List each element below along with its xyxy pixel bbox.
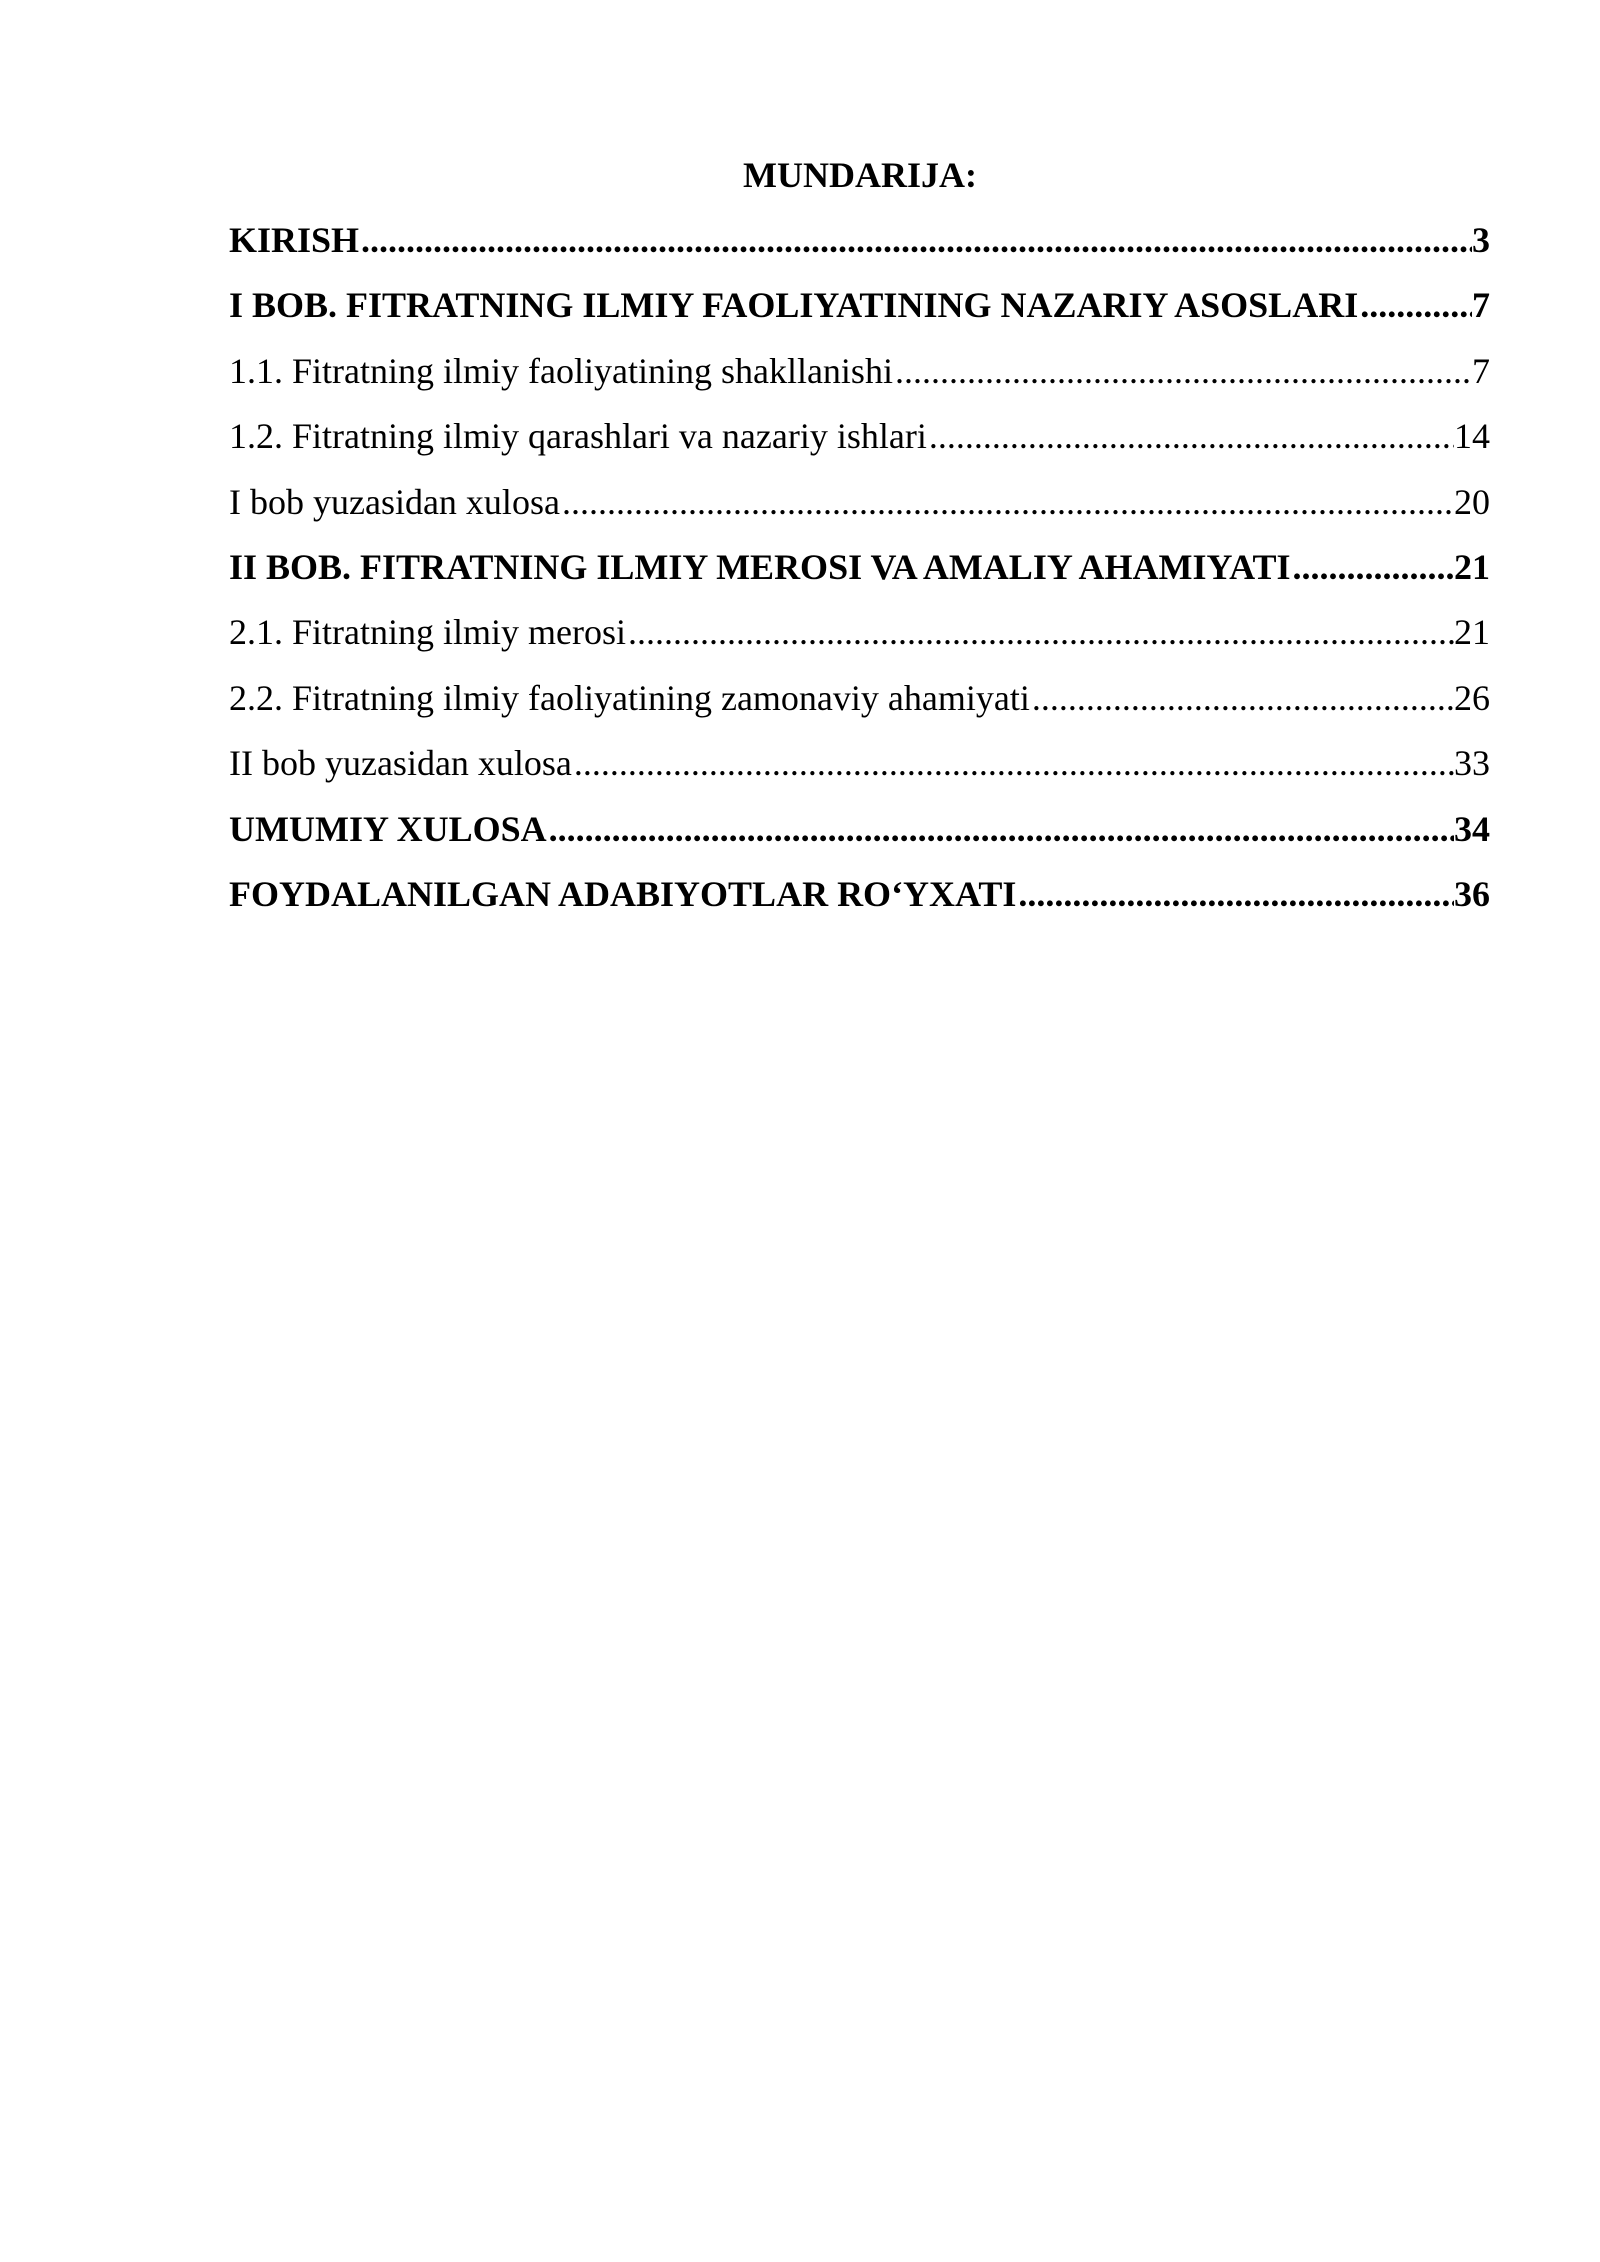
toc-entry: [229, 339, 1490, 404]
toc-entry-page-number: 21: [1454, 612, 1490, 653]
toc-entry-page-number: 34: [1454, 808, 1490, 849]
toc-entry-page-number: 7: [1472, 350, 1490, 391]
toc-entry-title: 1.2. Fitratning ilmiy qarashlari va nazariy ishlari: [229, 416, 927, 457]
toc-entry: [229, 731, 1490, 796]
toc-dot-leader: [359, 208, 1472, 273]
toc-dot-leader: [1291, 535, 1454, 600]
toc-dot-leader: [547, 797, 1454, 862]
toc-entry-title: II bob yuzasidan xulosa: [229, 743, 572, 784]
toc-entry-title: 2.1. Fitratning ilmiy merosi: [229, 612, 626, 653]
toc-entry: [229, 535, 1490, 600]
toc-entry-page-number: 7: [1472, 285, 1490, 326]
toc-entry-page-number: 3: [1472, 220, 1490, 260]
toc-entry-title: I BOB. FITRATNING ILMIY FAOLIYATINING NAZARIY ASOSLARI: [229, 285, 1359, 326]
toc-entry: [229, 600, 1490, 665]
toc-entry-title: 2.2. Fitratning ilmiy faoliyatining zamonaviy ahamiyati: [229, 677, 1030, 718]
toc-dot-leader: [893, 339, 1472, 404]
page-title: MUNDARIJA:: [743, 155, 977, 195]
toc-entry-title: KIRISH: [229, 220, 360, 260]
toc-entry-title: 1.1. Fitratning ilmiy faoliyatining shakllanishi: [229, 350, 893, 391]
toc-entry: [229, 470, 1490, 535]
toc-entry-page-number: 14: [1454, 416, 1490, 457]
toc-entry: [229, 862, 1490, 927]
toc-dot-leader: [927, 404, 1454, 469]
toc-dot-leader: [572, 731, 1454, 796]
toc-entry-title: FOYDALANILGAN ADABIYOTLAR RO‘YXATI: [229, 873, 1017, 914]
toc-entry: [229, 797, 1490, 862]
toc-entry-page-number: 26: [1454, 677, 1490, 718]
toc-dot-leader: [626, 600, 1454, 665]
toc-dot-leader: [1030, 666, 1454, 731]
toc-entry: [229, 404, 1490, 469]
toc-dot-leader: [560, 470, 1454, 535]
toc-entry-title: UMUMIY XULOSA: [229, 808, 547, 849]
toc-dot-leader: [1016, 862, 1454, 927]
toc-entry-page-number: 36: [1454, 873, 1490, 914]
toc-entry: [229, 273, 1490, 338]
toc-entry-page-number: 33: [1454, 743, 1490, 784]
table-of-contents: [229, 208, 1490, 927]
toc-entry-page-number: 20: [1454, 481, 1490, 522]
toc-entry-title: II BOB. FITRATNING ILMIY MEROSI VA AMALIY AHAMIYATI: [229, 546, 1291, 587]
toc-entry-title: I bob yuzasidan xulosa: [229, 481, 560, 522]
toc-entry-page-number: 21: [1454, 546, 1490, 587]
toc-dot-leader: [1358, 273, 1472, 338]
toc-entry: [229, 208, 1490, 273]
toc-entry: [229, 666, 1490, 731]
